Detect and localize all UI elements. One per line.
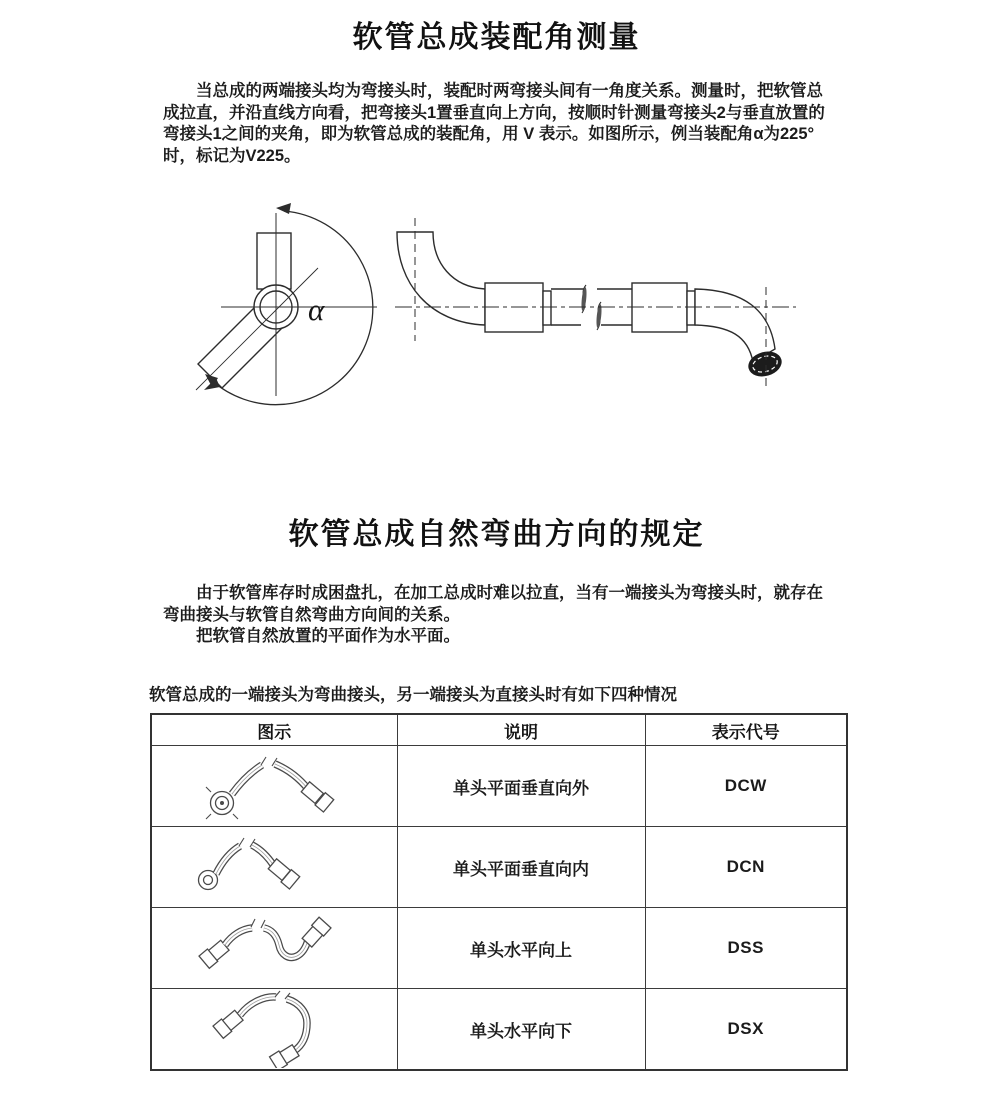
code-cell: DSX <box>645 989 847 1071</box>
section2-paragraph1: 由于软管库存时成困盘扎，在加工总成时难以拉直，当有一端接头为弯接头时，就存在弯曲接头与软管自然弯曲方向间的关系。 <box>163 584 823 624</box>
code-cell: DCW <box>645 746 847 827</box>
section1-paragraph <box>163 81 831 167</box>
table-row <box>151 746 847 827</box>
hose-illustration-dsx <box>152 990 396 1068</box>
description-cell: 单头平面垂直向外 <box>397 746 645 827</box>
illustration-cell <box>151 989 397 1071</box>
hose-direction-table <box>150 713 848 1071</box>
hose-illustration-dss <box>152 909 396 987</box>
description-cell: 单头水平向下 <box>397 989 645 1071</box>
description-cell: 单头平面垂直向内 <box>397 827 645 908</box>
description-cell: 单头水平向上 <box>397 908 645 989</box>
illustration-cell <box>151 827 397 908</box>
front-view-figure <box>196 203 377 405</box>
side-view-figure <box>395 218 796 386</box>
section2-title: 软管总成自然弯曲方向的规定 <box>288 518 705 551</box>
code-cell: DSS <box>645 908 847 989</box>
header-code: 表示代号 <box>645 714 847 746</box>
section2-paragraph2: 把软管自然放置的平面作为水平面。 <box>196 627 460 646</box>
section2-paragraphs <box>163 583 831 648</box>
section1-title: 软管总成装配角测量 <box>352 21 641 54</box>
angle-alpha-label: α <box>308 292 325 327</box>
header-illustration: 图示 <box>151 714 397 746</box>
hose-illustration-dcw <box>152 747 396 825</box>
table-header-row <box>151 714 847 746</box>
section1-paragraph-text: 当总成的两端接头均为弯接头时，装配时两弯接头间有一角度关系。测量时，把软管总成拉直，并沿直线方向看，把弯接头1置垂直向上方向，按顺时针测量弯接头2与垂直放置的弯接头1之间的夹角，即为软管总成的装配角，用 V 表示。如图所示，例当装配角α为225°时，标记为V225。 <box>163 82 825 165</box>
table-row <box>151 827 847 908</box>
hose-illustration-dcn <box>152 828 396 906</box>
illustration-cell <box>151 746 397 827</box>
illustration-cell <box>151 908 397 989</box>
table-intro: 软管总成的一端接头为弯曲接头，另一端接头为直接头时有如下四种情况 <box>149 686 677 704</box>
header-description: 说明 <box>397 714 645 746</box>
table-row <box>151 989 847 1071</box>
code-cell: DCN <box>645 827 847 908</box>
arc-arrowhead-top <box>276 203 291 214</box>
table-row <box>151 908 847 989</box>
assembly-angle-figures <box>150 195 850 410</box>
